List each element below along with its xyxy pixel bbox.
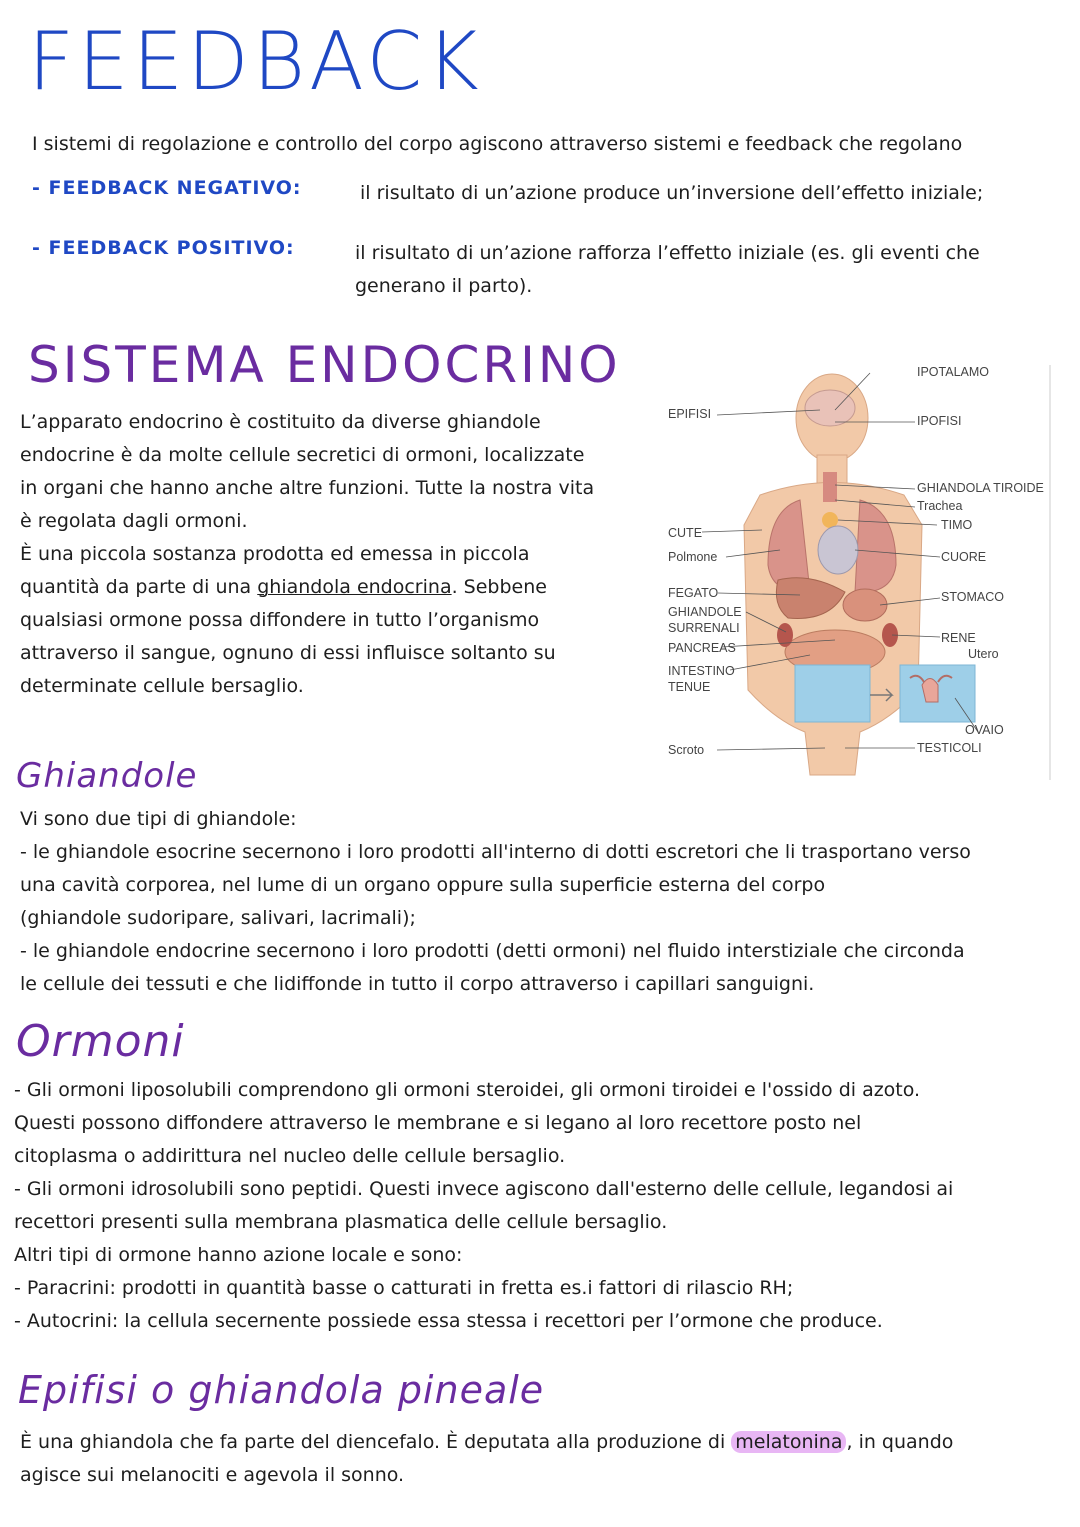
ghiandole-line: - le ghiandole esocrine secernono i loro prodotti all'interno di dotti escretori che li trasportano verso (20, 841, 971, 863)
ormoni-line: - Autocrini: la cellula secernente possiede essa stessa i recettori per l’ormone che produce. (14, 1310, 883, 1332)
ghiandole-line: Vi sono due tipi di ghiandole: (20, 808, 297, 830)
label-fegato: FEGATO (668, 586, 719, 600)
ghiandole-line: una cavità corporea, nel lume di un organo oppure sulla superficie esterna del corpo (20, 874, 826, 896)
ghiandole-line: le cellule dei tessuti e che lidiffonde in tutto il corpo attraverso i capillari sanguigni. (20, 973, 815, 995)
feedback-title: FEEDBACK (28, 15, 483, 108)
label-surrenali-1: GHIANDOLE (668, 605, 742, 619)
epifisi-title: Epifisi o ghiandola pineale (18, 1368, 545, 1412)
line-pre: È una ghiandola che fa parte del diencefalo. È deputata alla produzione di (20, 1431, 732, 1453)
epifisi-paragraph (20, 1426, 1075, 1492)
ghiandole-line: - le ghiandole endocrine secernono i loro prodotti (detti ormoni) nel fluido interstiziale che circonda (20, 940, 965, 962)
label-intestino-1: INTESTINO (668, 664, 735, 678)
brain-shape (805, 390, 855, 426)
ormoni-title: Ormoni (16, 1016, 185, 1067)
thymus-shape (822, 512, 838, 528)
label-polmone: Polmone (668, 550, 718, 564)
label-intestino-2: TENUE (668, 680, 711, 694)
label-ipofisi: IPOFISI (917, 414, 962, 428)
label-rene: RENE (941, 631, 976, 645)
feedback-positive-label: - FEEDBACK POSITIVO: (32, 237, 295, 259)
label-utero: Utero (968, 647, 999, 661)
endocrino-line: endocrine è da molte cellule secretici di ormoni, localizzate (20, 444, 585, 466)
endocrino-line: in organi che hanno anche altre funzioni. Tutte la nostra vita (20, 477, 595, 499)
line-post: , in quando (846, 1431, 954, 1453)
label-cute: CUTE (668, 526, 703, 540)
ormoni-line: - Paracrini: prodotti in quantità basse o catturati in fretta es.i fattori di rilascio RH; (14, 1277, 794, 1299)
melatonina-highlight: melatonina (731, 1431, 846, 1453)
label-ipotalamo: IPOTALAMO (917, 365, 990, 379)
label-surrenali-2: SURRENALI (668, 621, 740, 635)
endocrino-paragraph (20, 406, 635, 703)
epifisi-line (20, 1426, 1075, 1459)
endocrino-line: qualsiasi ormone possa diffondere in tutto l’organismo (20, 609, 540, 631)
ormoni-line: recettori presenti sulla membrana plasmatica delle cellule bersaglio. (14, 1211, 668, 1233)
endocrino-title: SISTEMA ENDOCRINO (28, 336, 621, 394)
ghiandole-line: (ghiandole sudoripare, salivari, lacrimali); (20, 907, 416, 929)
line-post: . Sebbene (451, 576, 547, 598)
epifisi-line: agisce sui melanociti e agevola il sonno. (20, 1464, 405, 1486)
feedback-positive-text-1: il risultato di un’azione rafforza l’effetto iniziale (es. gli eventi che (355, 242, 980, 264)
label-ovaio: OVAIO (965, 723, 1004, 737)
label-timo: TIMO (941, 518, 973, 532)
ormoni-line: - Gli ormoni idrosolubili sono peptidi. Questi invece agiscono dall'esterno delle cellule, legandosi ai (14, 1178, 954, 1200)
label-trachea: Trachea (917, 499, 963, 513)
ormoni-paragraph (14, 1074, 1074, 1338)
feedback-negative-text: il risultato di un’azione produce un’inversione dell’effetto iniziale; (360, 182, 984, 204)
label-stomaco: STOMACO (941, 590, 1004, 604)
endocrino-line: È una piccola sostanza prodotta ed emessa in piccola (20, 543, 530, 565)
ormoni-line: Altri tipi di ormone hanno azione locale e sono: (14, 1244, 463, 1266)
intestine-zoom-box (795, 665, 870, 722)
label-epifisi: EPIFISI (668, 407, 712, 421)
endocrino-line-link (20, 571, 635, 604)
label-pancreas: PANCREAS (668, 641, 736, 655)
label-testicoli: TESTICOLI (917, 741, 982, 755)
endocrino-line: L’apparato endocrino è costituito da diverse ghiandole (20, 411, 541, 433)
feedback-positive-text-2: generano il parto). (355, 275, 533, 297)
ghiandole-paragraph (20, 803, 1075, 1001)
label-scroto: Scroto (668, 743, 705, 757)
endocrino-line: determinate cellule bersaglio. (20, 675, 304, 697)
line-pre: quantità da parte di una (20, 576, 258, 598)
ghiandola-endocrina-term: ghiandola endocrina (257, 576, 452, 598)
endocrino-line: attraverso il sangue, ognuno di essi influisce soltanto su (20, 642, 556, 664)
label-tiroide: GHIANDOLA TIROIDE (917, 481, 1044, 495)
thyroid-shape (823, 472, 837, 502)
ormoni-line: citoplasma o addirittura nel nucleo delle cellule bersaglio. (14, 1145, 566, 1167)
endocrino-line: è regolata dagli ormoni. (20, 510, 248, 532)
feedback-intro: I sistemi di regolazione e controllo del corpo agiscono attraverso sistemi e feedback che regolano (32, 133, 963, 155)
label-cuore: CUORE (941, 550, 987, 564)
body-illustration (660, 360, 1055, 785)
heart-shape (818, 526, 858, 574)
ghiandole-title: Ghiandole (16, 756, 198, 796)
ormoni-line: - Gli ormoni liposolubili comprendono gli ormoni steroidei, gli ormoni tiroidei e l'ossido di azoto. (14, 1079, 921, 1101)
ormoni-line: Questi possono diffondere attraverso le membrane e si legano al loro recettore posto nel (14, 1112, 862, 1134)
endocrine-diagram (660, 360, 1055, 785)
feedback-negative-label: - FEEDBACK NEGATIVO: (32, 177, 302, 199)
